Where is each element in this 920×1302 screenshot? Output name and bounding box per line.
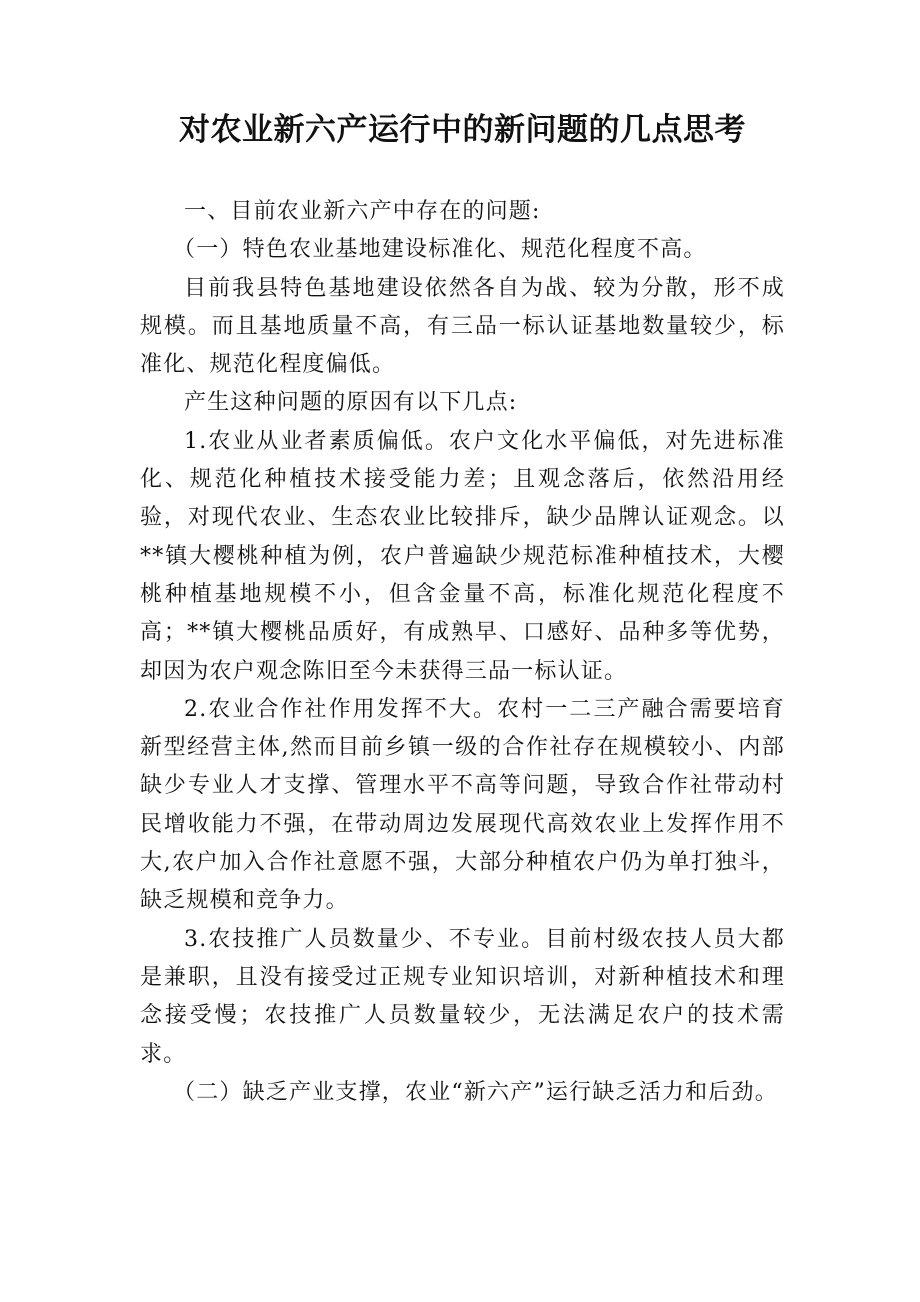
subsection-heading-1: （一）特色农业基地建设标准化、规范化程度不高。 — [173, 237, 707, 263]
subsection-heading-2: （二）缺乏产业支撑，农业“新六产”运行缺乏活力和后劲。 — [173, 1079, 778, 1105]
paragraph-base-status: 目前我县特色基地建设依然各自为战、较为分散，形不成规模。而且基地质量不高，有三品一标认证基地数量较少，标准化、规范化程度偏低。 — [140, 275, 785, 378]
paragraph-cause-1: 1.农业从业者素质偏低。农户文化水平偏低，对先进标准化、规范化种植技术接受能力差；且观念落后，依然沿用经验，对现代农业、生态农业比较排斥，缺少品牌认证观念。以**镇大樱桃种植为例，农户普遍缺少规范标准种植技术，大樱桃种植基地规模不小，但含金量不高，标准化规范化程度不高；**镇大樱桃品质好，有成熟早、口感好、品种多等优势，却因为农户观念陈旧至今未获得三品一标认证。 — [140, 428, 785, 684]
document-body — [140, 193, 785, 1112]
paragraph-cause-2: 2.农业合作社作用发挥不大。农村一二三产融合需要培育新型经营主体,然而目前乡镇一级的合作社存在规模较小、内部缺少专业人才支撑、管理水平不高等问题，导致合作社带动村民增收能力不强，在带动周边发展现代高效农业上发挥作用不大,农户加入合作社意愿不强，大部分种植农户仍为单打独斗，缺乏规模和竞争力。 — [140, 696, 785, 914]
document-title: 对农业新六产运行中的新问题的几点思考 — [179, 112, 746, 148]
paragraph-causes-intro: 产生这种问题的原因有以下几点: — [184, 390, 518, 416]
section-heading-1: 一、目前农业新六产中存在的问题: — [184, 199, 541, 224]
paragraph-cause-3: 3.农技推广人员数量少、不专业。目前村级农技人员大都是兼职，且没有接受过正规专业知识培训，对新种植技术和理念接受慢；农技推广人员数量较少，无法满足农户的技术需求。 — [140, 926, 785, 1067]
